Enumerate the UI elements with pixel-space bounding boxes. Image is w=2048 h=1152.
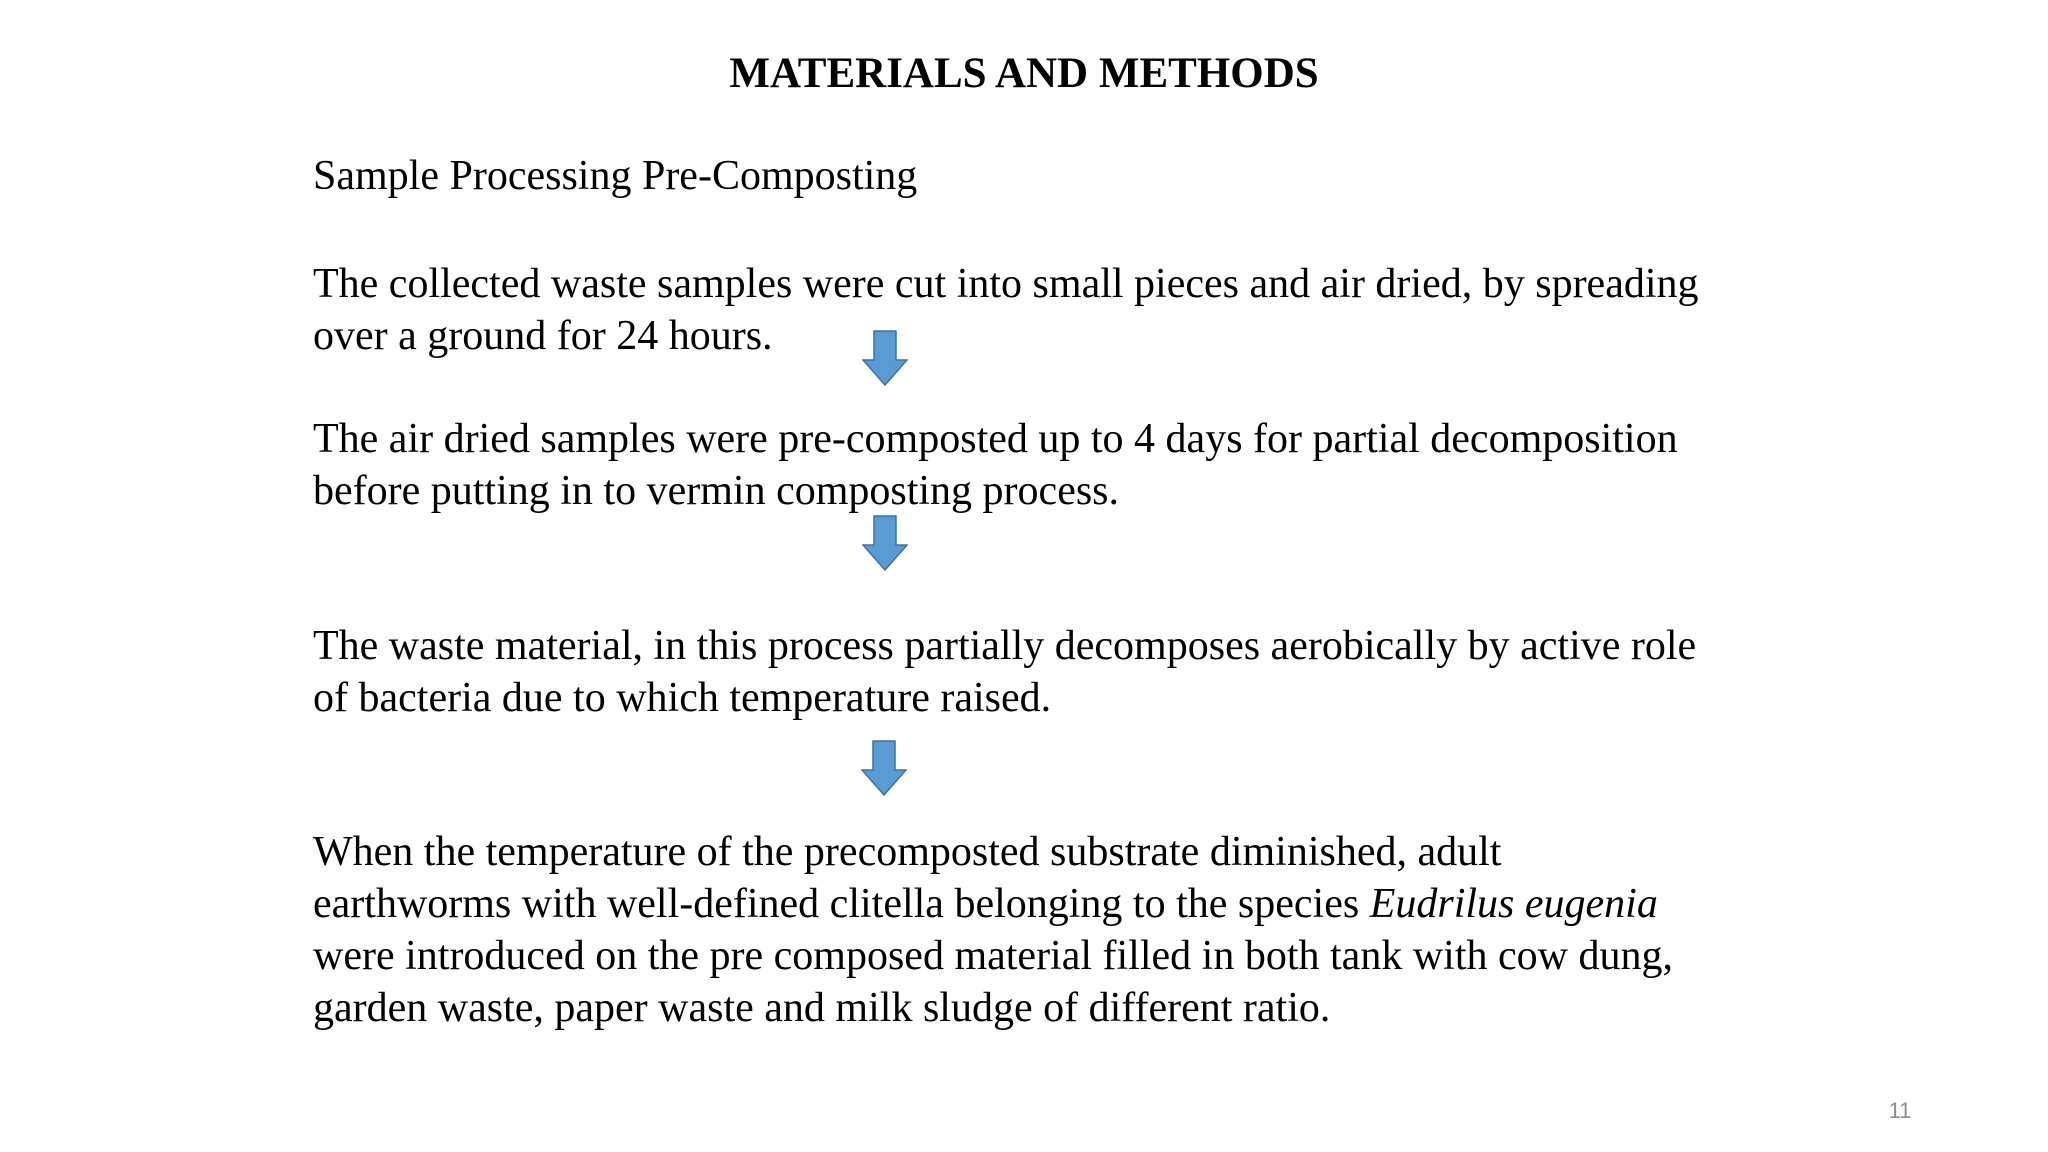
- page-number: 11: [1888, 1098, 1912, 1123]
- paragraph-line: [313, 878, 1773, 930]
- down-arrow-icon: [861, 740, 907, 796]
- paragraph-text: earthworms with well-defined clitella belonging to the species: [313, 881, 1370, 927]
- paragraph-line: garden waste, paper waste and milk sludge of different ratio.: [313, 985, 1331, 1031]
- paragraph-line: The air dried samples were pre-composted up to 4 days for partial decomposition: [313, 416, 1678, 462]
- species-name: Eudrilus eugenia: [1369, 881, 1658, 927]
- paragraph-line: The waste material, in this process partially decomposes aerobically by active role: [313, 623, 1697, 669]
- paragraph-line: When the temperature of the precomposted substrate diminished, adult: [313, 829, 1502, 875]
- step-1-paragraph: [313, 258, 1773, 362]
- paragraph-line: of bacteria due to which temperature raised.: [313, 675, 1052, 721]
- paragraph-line: were introduced on the pre composed material filled in both tank with cow dung,: [313, 933, 1673, 979]
- down-arrow-icon: [862, 515, 908, 571]
- paragraph-line: over a ground for 24 hours.: [313, 313, 773, 359]
- step-2-paragraph: [313, 413, 1773, 517]
- step-3-paragraph: [313, 620, 1773, 724]
- paragraph-line: The collected waste samples were cut into small pieces and air dried, by spreading: [313, 261, 1699, 307]
- step-4-paragraph: [313, 826, 1773, 1034]
- down-arrow-icon: [862, 330, 908, 386]
- slide-title: MATERIALS AND METHODS: [729, 50, 1319, 97]
- section-subtitle: Sample Processing Pre-Composting: [313, 153, 918, 199]
- paragraph-line: before putting in to vermin composting process.: [313, 468, 1120, 514]
